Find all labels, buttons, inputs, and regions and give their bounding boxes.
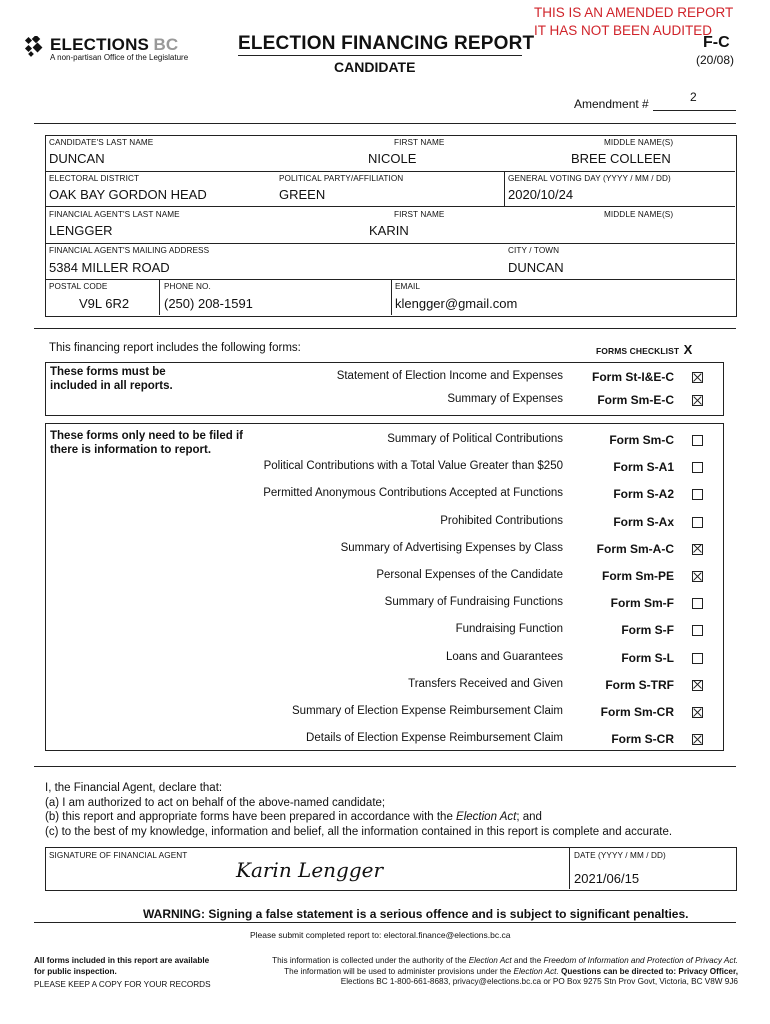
agent-address-label: FINANCIAL AGENT'S MAILING ADDRESS	[49, 246, 210, 255]
form-row-code: Form Sm-F	[610, 596, 674, 611]
form-row-code: Form Sm-E-C	[597, 393, 674, 407]
warning-text: Signing a false statement is a serious offence and is subject to significant penalties.	[208, 907, 689, 921]
candidate-middle-name-label: MIDDLE NAME(S)	[604, 138, 674, 147]
voting-day-label: GENERAL VOTING DAY (YYYY / MM / DD)	[508, 174, 671, 183]
forms-checklist-mark: X	[683, 342, 693, 357]
form-row-description: Fundraising Function	[455, 623, 563, 636]
warning-label: WARNING:	[143, 907, 205, 921]
form-row-code: Form S-L	[621, 650, 674, 665]
form-row-description: Transfers Received and Given	[408, 677, 563, 690]
report-title: ELECTION FINANCING REPORT	[238, 33, 535, 54]
agent-last-name-field[interactable]: LENGGER	[49, 223, 113, 238]
email-field[interactable]: klengger@gmail.com	[395, 296, 518, 311]
forms-intro: This financing report includes the following forms:	[49, 342, 301, 354]
form-row-code: Form Sm-CR	[600, 705, 674, 719]
report-subtitle: CANDIDATE	[334, 59, 416, 75]
amended-banner-line1: THIS IS AN AMENDED REPORT	[534, 5, 734, 20]
form-row-code: Form S-Ax	[613, 514, 674, 529]
agent-city-field[interactable]: DUNCAN	[508, 260, 564, 275]
form-row-description: Loans and Guarantees	[445, 650, 563, 663]
form-checkbox-unchecked[interactable]	[692, 435, 703, 446]
candidate-first-name-field[interactable]: NICOLE	[368, 151, 417, 166]
form-row-description: Personal Expenses of the Candidate	[376, 569, 563, 581]
form-row-description: Summary of Political Contributions	[387, 433, 563, 445]
form-row-code: Form S-F	[621, 623, 674, 638]
declaration-b: (b) this report and appropriate forms have been prepared in accordance with the Election Act; and	[45, 811, 542, 823]
party-label: POLITICAL PARTY/AFFILIATION	[279, 174, 404, 183]
electoral-district-label: ELECTORAL DISTRICT	[49, 174, 140, 183]
logo-mark-icon	[24, 36, 48, 58]
agent-city-label: CITY / TOWN	[508, 246, 560, 255]
amendment-label: Amendment #	[574, 97, 649, 111]
signature-label: SIGNATURE OF FINANCIAL AGENT	[49, 851, 188, 860]
submit-instructions: Please submit completed report to: electoral.finance@elections.bc.ca	[250, 930, 511, 940]
footer-privacy: This information is collected under the authority of the Election Act and the Freedom of Information and Protection of Privacy Act. The information will be used to administer provisions under the Election Act. Questions can be directed to: Privacy Officer, Elections BC 1-800-661-8683, privacy@elections.bc.ca or PO Box 9275 Stn Prov Govt, Victoria, BC V8W 9J6	[272, 956, 738, 986]
form-checkbox-unchecked[interactable]	[692, 462, 703, 473]
agent-first-name-label: FIRST NAME	[394, 210, 445, 219]
warning	[143, 907, 688, 921]
candidate-middle-name-field[interactable]: BREE COLLEEN	[571, 151, 671, 166]
logo-word: ELECTIONS	[50, 35, 150, 54]
form-row-code: Form S-A1	[613, 460, 674, 475]
date-field[interactable]: 2021/06/15	[574, 871, 640, 886]
form-checkbox-unchecked[interactable]	[692, 517, 703, 528]
form-row-description: Summary of Fundraising Functions	[384, 596, 563, 609]
form-row-code: Form S-CR	[611, 732, 674, 747]
form-checkbox-checked[interactable]	[692, 707, 703, 718]
party-field[interactable]: GREEN	[279, 187, 326, 202]
form-row-description: Summary of Advertising Expenses by Class	[340, 541, 563, 554]
form-row-description: Statement of Election Income and Expenses	[336, 370, 563, 382]
logo-tagline: A non-partisan Office of the Legislature	[50, 53, 189, 62]
declaration-intro: I, the Financial Agent, declare that:	[45, 782, 223, 794]
form-row-code: Form St-I&E-C	[592, 370, 674, 384]
declaration	[45, 781, 725, 839]
forms-checklist-heading	[596, 341, 692, 359]
form-version: (20/08)	[696, 53, 735, 67]
candidate-first-name-label: FIRST NAME	[394, 138, 445, 147]
form-checkbox-checked[interactable]	[692, 395, 703, 406]
form-checkbox-checked[interactable]	[692, 571, 703, 582]
form-row-description: Political Contributions with a Total Value Greater than $250	[263, 460, 563, 473]
form-row-description: Prohibited Contributions	[440, 514, 563, 527]
form-row-code: Form Sm-PE	[601, 569, 674, 583]
date-label: DATE (YYYY / MM / DD)	[574, 851, 666, 860]
form-row-description: Permitted Anonymous Contributions Accepted at Functions	[263, 487, 563, 500]
form-checkbox-unchecked[interactable]	[692, 489, 703, 500]
postal-code-field[interactable]: V9L 6R2	[79, 296, 130, 311]
agent-signature[interactable]: Karin Lengger	[236, 858, 384, 882]
declaration-c: (c) to the best of my knowledge, information and belief, all the information contained in this report is complete and accurate.	[45, 825, 673, 838]
form-checkbox-unchecked[interactable]	[692, 598, 703, 609]
form-row-description: Details of Election Expense Reimbursement Claim	[306, 732, 563, 745]
forms-checklist-label: FORMS CHECKLIST	[596, 346, 680, 356]
declaration-a: (a) I am authorized to act on behalf of the above-named candidate;	[45, 796, 386, 809]
form-checkbox-unchecked[interactable]	[692, 653, 703, 664]
footer-keep-copy: PLEASE KEEP A COPY FOR YOUR RECORDS	[34, 980, 211, 989]
electoral-district-field[interactable]: OAK BAY GORDON HEAD	[49, 187, 207, 202]
agent-first-name-field[interactable]: KARIN	[369, 223, 409, 238]
candidate-last-name-label: CANDIDATE'S LAST NAME	[49, 138, 154, 147]
amended-banner-line2: IT HAS NOT BEEN AUDITED	[534, 23, 713, 38]
email-label: EMAIL	[395, 282, 421, 291]
form-checkbox-checked[interactable]	[692, 680, 703, 691]
form-checkbox-unchecked[interactable]	[692, 625, 703, 636]
agent-address-field[interactable]: 5384 MILLER ROAD	[49, 260, 170, 275]
agent-middle-name-label: MIDDLE NAME(S)	[604, 210, 674, 219]
amendment-number[interactable]: 2	[690, 90, 697, 104]
form-row-code: Form S-A2	[613, 487, 674, 502]
form-row-code: Form Sm-C	[609, 433, 674, 447]
logo-bc: BC	[153, 35, 179, 54]
form-row-code: Form Sm-A-C	[596, 541, 674, 556]
agent-last-name-label: FINANCIAL AGENT'S LAST NAME	[49, 210, 180, 219]
postal-code-label: POSTAL CODE	[49, 282, 108, 291]
form-row-description: Summary of Expenses	[447, 393, 563, 405]
candidate-last-name-field[interactable]: DUNCAN	[49, 151, 105, 166]
form-checkbox-checked[interactable]	[692, 544, 703, 555]
form-row-description: Summary of Election Expense Reimbursement Claim	[292, 705, 563, 717]
phone-label: PHONE NO.	[164, 282, 211, 291]
footer-public: All forms included in this report are available for public inspection.	[34, 956, 210, 976]
form-checkbox-checked[interactable]	[692, 372, 703, 383]
required-forms-label: These forms must be included in all reports.	[50, 366, 173, 392]
form-row-code: Form S-TRF	[605, 677, 674, 692]
optional-forms-label: These forms only need to be filed if there is information to report.	[50, 430, 243, 456]
phone-field[interactable]: (250) 208-1591	[164, 296, 253, 311]
voting-day-field[interactable]: 2020/10/24	[508, 187, 574, 202]
form-checkbox-checked[interactable]	[692, 734, 703, 745]
form-code: F-C	[703, 34, 730, 51]
